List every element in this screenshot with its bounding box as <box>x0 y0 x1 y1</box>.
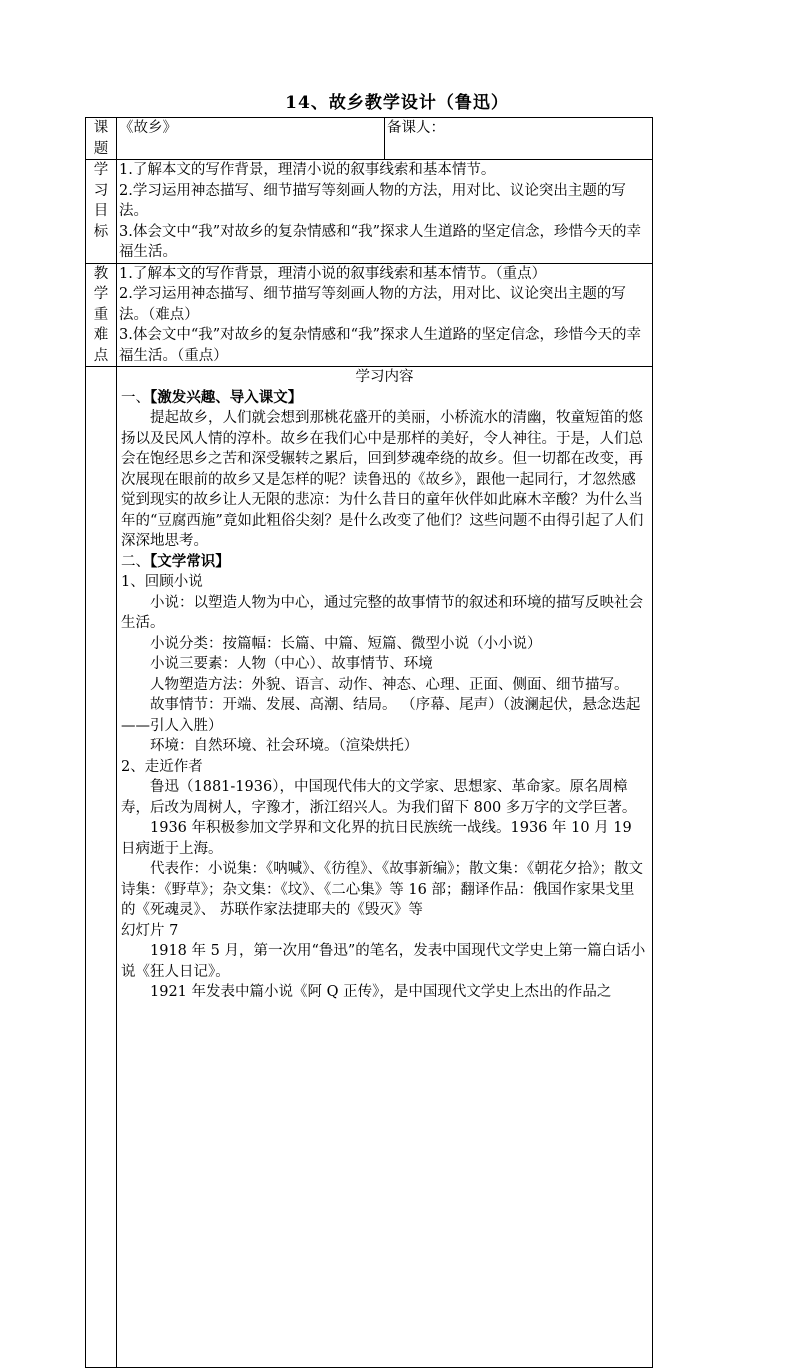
section-heading: 二、【文学常识】 <box>121 552 230 570</box>
row-goals <box>86 160 653 264</box>
paragraph: 鲁迅（1881-1936），中国现代伟大的文学家、思想家、革命家。原名周樟寿，后改为周树人，字豫才，浙江绍兴人。为我们留下 800 多万字的文学巨著。 <box>121 779 637 816</box>
paragraph: 环境：自然环境、社会环境。（渲染烘托） <box>150 738 419 754</box>
key-points-content <box>117 263 653 367</box>
label-key-points: 教 学 重 难 点 <box>86 263 117 367</box>
intro-paragraph: 提起故乡，人们就会想到那桃花盛开的美丽，小桥流水的清幽，牧童短笛的悠扬以及民风人情的淳朴。故乡在我们心中是那样的美好，令人神往。于是，人们总会在饱经思乡之苦和深受辗转之累后，回到梦魂牵绕的故乡。但一切都在改变，再次展现在眼前的故乡又是怎样的呢？读鲁迅的《故乡》，跟他一起同行，才忽然感觉到现实的故乡让人无限的悲凉：为什么昔日的童年伙伴如此麻木辛酸？为什么当年的“豆腐西施”竟如此粗俗尖刻？是什么改变了他们？这些问题不由得引起了人们深深地思考。 <box>121 410 644 549</box>
goal-item: 3.体会文中“我”对故乡的复杂情感和“我”探求人生道路的坚定信念，珍惜今天的幸福生活。 <box>119 223 641 260</box>
paragraph: 1921 年发表中篇小说《阿 Q 正传》，是中国现代文学史上杰出的作品之 <box>150 984 612 1000</box>
paragraph: 人物塑造方法：外貌、语言、动作、神态、心理、正面、侧面、细节描写。 <box>150 676 629 693</box>
label-topic: 课 题 <box>86 118 117 160</box>
page-title: 14、故乡教学设计（鲁迅） <box>285 93 509 113</box>
paragraph: 小说分类：按篇幅：长篇、中篇、短篇、微型小说（小小说） <box>150 635 542 652</box>
content-heading: 学习内容 <box>355 369 414 385</box>
content-cell <box>117 367 653 1368</box>
paragraph: 幻灯片 7 <box>121 922 179 939</box>
content-left-cell <box>86 367 117 1368</box>
preparer-label: 备课人： <box>385 118 653 160</box>
goal-item: 1.了解本文的写作背景，理清小说的叙事线索和基本情节。 <box>119 162 496 178</box>
row-content <box>86 367 653 1368</box>
section-heading: 一、【激发兴趣、导入课文】 <box>121 388 303 406</box>
subsection-heading: 1、回顾小说 <box>121 574 203 590</box>
subsection-heading: 2、走近作者 <box>121 758 203 775</box>
goals-content <box>117 160 653 264</box>
key-point-item: 1.了解本文的写作背景，理清小说的叙事线索和基本情节。（重点） <box>119 265 547 282</box>
paragraph: 小说三要素：人物（中心）、故事情节、环境 <box>150 656 433 672</box>
row-topic <box>86 118 653 160</box>
topic-value: 《故乡》 <box>117 118 385 160</box>
row-key-points <box>86 263 653 367</box>
lesson-plan-table <box>85 117 653 1368</box>
key-point-item: 3.体会文中“我”对故乡的复杂情感和“我”探求人生道路的坚定信念，珍惜今天的幸福生活。（重点） <box>119 327 641 364</box>
goal-item: 2.学习运用神态描写、细节描写等刻画人物的方法，用对比、议论突出主题的写法。 <box>119 182 626 219</box>
paragraph: 小说：以塑造人物为中心，通过完整的故事情节的叙述和环境的描写反映社会生活。 <box>121 594 643 631</box>
label-goals: 学 习 目 标 <box>86 160 117 264</box>
paragraph: 1918 年 5 月，第一次用“鲁迅”的笔名，发表中国现代文学史上第一篇白话小说《狂人日记》。 <box>121 943 646 980</box>
paragraph: 1936 年积极参加文学界和文化界的抗日民族统一战线。1936 年 10 月 19 日病逝于上海。 <box>121 820 632 857</box>
key-point-item: 2.学习运用神态描写、细节描写等刻画人物的方法，用对比、议论突出主题的写法。（难点） <box>119 286 626 323</box>
paragraph: 故事情节：开端、发展、高潮、结局。 （序幕、尾声）（波澜起伏，悬念迭起——引人入胜） <box>121 697 641 734</box>
paragraph: 代表作：小说集：《呐喊》、《彷徨》、《故事新编》；散文集：《朝花夕拾》；散文诗集：《野草》；杂文集：《坟》、《二心集》等 16 部；翻译作品：俄国作家果戈里的《死魂灵》、 苏联作家法捷耶夫的《毁灭》等 <box>121 861 643 918</box>
